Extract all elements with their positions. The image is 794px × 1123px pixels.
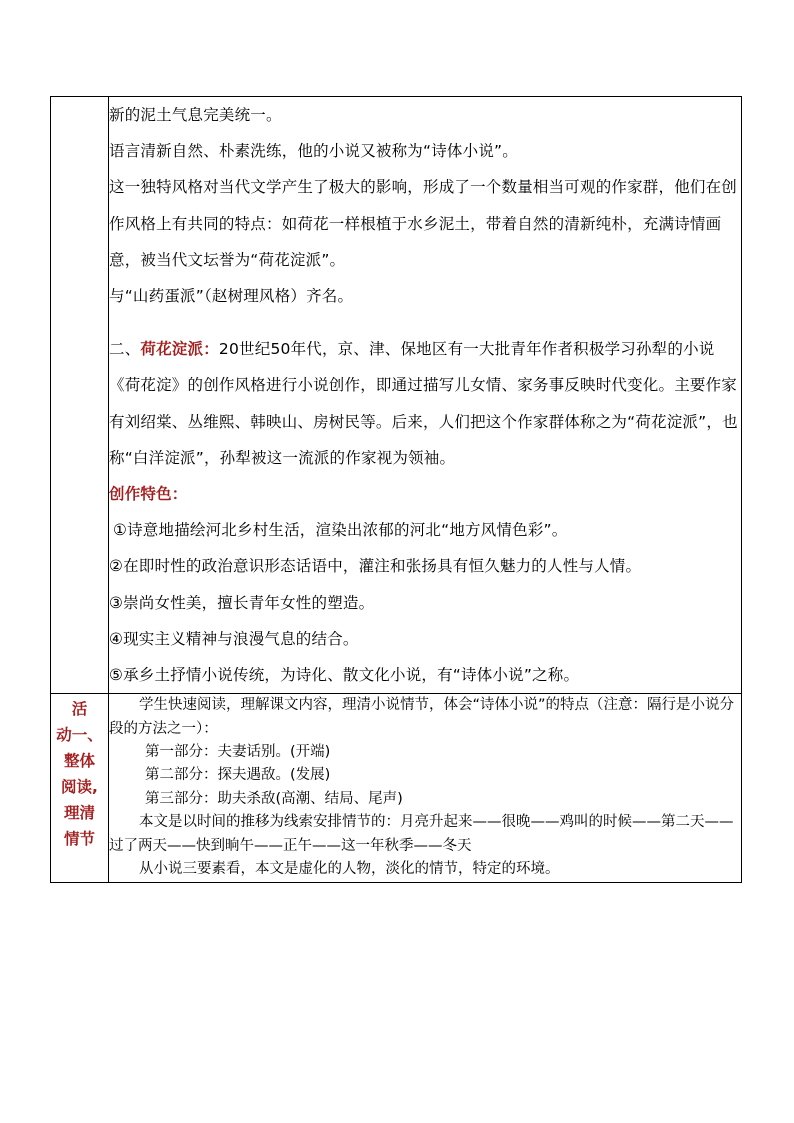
activity-intro: 学生快速阅读，理解课文内容，理清小说情节，体会“诗体小说”的特点（注意：隔行是小说分段的方法之一）： (109, 697, 735, 737)
part-item-2: 第二部分：探夫遇敌。(发展) (145, 767, 331, 784)
timeline-paragraph: 本文是以时间的推移为线索安排情节的：月亮升起来——很晚——鸡叫的时候——第二天——过了两天——快到晌午——正午——这一年秋季——冬天 (109, 814, 734, 854)
empty-label-cell (51, 97, 109, 694)
feature-item-2: ②在即时性的政治意识形态话语中，灌注和张扬具有恒久魅力的人性与人情。 (109, 557, 642, 576)
lesson-table (50, 96, 742, 883)
intro-line-1: 新的泥土气息完美统一。 (109, 106, 282, 124)
feature-item-4: ④现实主义精神与浪漫气息的结合。 (109, 629, 359, 648)
section-body: 20世纪50年代，京、津、保地区有一大批青年作者积极学习孙犁的小说《荷花淀》的创作风格进行小说创作，即通过描写儿女情、家务事反映时代变化。主要作家有刘绍棠、丛维熙、韩映山、房树民等。后来，人们把这个作家群体称之为“荷花淀派”，也称“白洋淀派”，孙犁被这一流派的作家视为领袖。 (109, 340, 738, 467)
feature-item-1: ①诗意地描绘河北乡村生活，渲染出浓郁的河北“地方风情色彩”。 (113, 521, 568, 540)
features-title: 创作特色： (109, 485, 188, 504)
table-row (51, 694, 742, 882)
activity-label: 活 动一、 整体 阅读, 理清 情节 (56, 700, 103, 849)
activity-label-cell (51, 694, 109, 882)
part-item-1: 第一部分：夫妻话别。(开端) (145, 744, 331, 761)
feature-item-3: ③崇尚女性美，擅长青年女性的塑造。 (109, 593, 375, 612)
table-row (51, 97, 742, 694)
part-item-3: 第三部分：助夫杀敌(高潮、结局、尾声) (145, 790, 403, 807)
section-heading-paragraph (109, 331, 741, 476)
intro-line-2: 语言清新自然、朴素洗练，他的小说又被称为“诗体小说”。 (109, 142, 518, 161)
compare-paragraph: 与“山药蛋派”（赵树理风格）齐名。 (109, 287, 354, 306)
conclusion-paragraph: 从小说三要素看，本文是虚化的人物，淡化的情节，特定的环境。 (139, 861, 560, 878)
activity-content-cell (109, 694, 742, 882)
section-prefix: 二、 (109, 340, 141, 359)
feature-item-5: ⑤承乡土抒情小说传统，为诗化、散文化小说，有“诗体小说”之称。 (109, 666, 580, 685)
influence-paragraph: 这一独特风格对当代文学产生了极大的影响，形成了一个数量相当可观的作家群，他们在创作风格上有共同的特点：如荷花一样根植于水乡泥土，带着自然的清新纯朴，充满诗情画意，被当代文坛誉为“荷花淀派”。 (109, 178, 738, 269)
section-term: 荷花淀派： (140, 340, 219, 359)
content-cell (109, 97, 742, 694)
